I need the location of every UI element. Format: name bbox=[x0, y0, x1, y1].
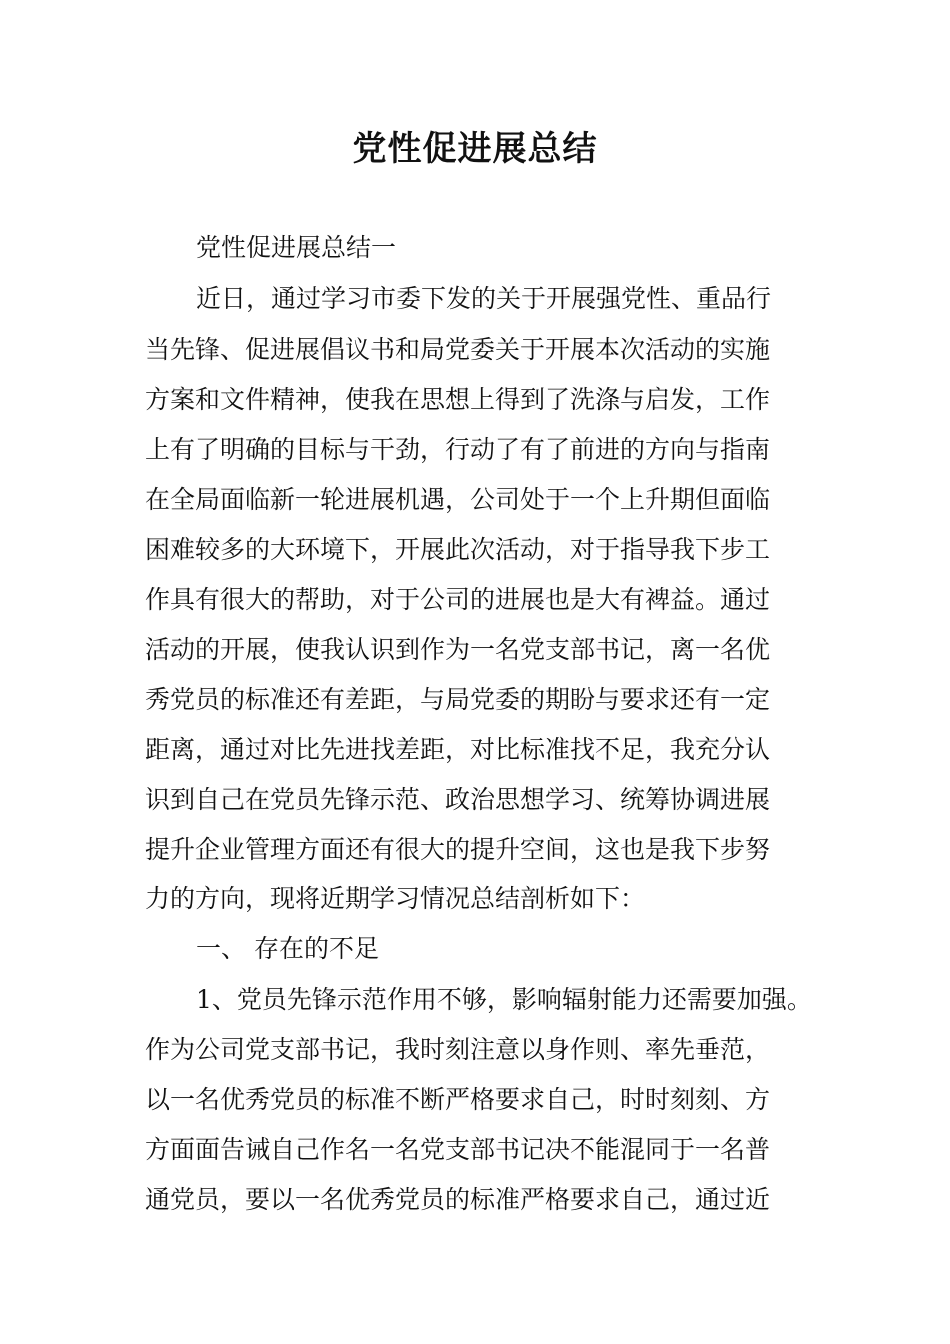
text-line: 当先锋、促进展倡议书和局党委关于开展本次活动的实施 bbox=[145, 335, 771, 364]
text-line: 通党员，要以一名优秀党员的标准严格要求自己，通过近 bbox=[145, 1185, 771, 1214]
section-heading: 党性促进展总结一 bbox=[196, 233, 397, 262]
document-title: 党性促进展总结 bbox=[352, 129, 598, 169]
text-line: 方面面告诫自己作名一名党支部书记决不能混同于一名普 bbox=[145, 1135, 771, 1164]
text-line: 识到自己在党员先锋示范、政治思想学习、统筹协调进展 bbox=[145, 785, 771, 814]
text-line: 以一名优秀党员的标准不断严格要求自己，时时刻刻、方 bbox=[145, 1085, 771, 1114]
text-line: 提升企业管理方面还有很大的提升空间，这也是我下步努 bbox=[145, 835, 771, 864]
text-line: 作为公司党支部书记，我时刻注意以身作则、率先垂范， bbox=[145, 1035, 771, 1064]
text-line: 作具有很大的帮助，对于公司的进展也是大有裨益。通过 bbox=[145, 585, 771, 614]
text-line: 在全局面临新一轮进展机遇，公司处于一个上升期但面临 bbox=[145, 485, 771, 514]
text-line: 1、党员先锋示范作用不够，影响辐射能力还需要加强。 bbox=[196, 985, 812, 1014]
subsection-heading: 一、 存在的不足 bbox=[196, 934, 379, 963]
text-line: 活动的开展，使我认识到作为一名党支部书记，离一名优 bbox=[145, 635, 771, 664]
text-line: 秀党员的标准还有差距，与局党委的期盼与要求还有一定 bbox=[145, 685, 771, 714]
text-line: 方案和文件精神，使我在思想上得到了洗涤与启发，工作 bbox=[145, 385, 771, 414]
text-line: 力的方向，现将近期学习情况总结剖析如下： bbox=[145, 884, 646, 913]
text-line: 近日，通过学习市委下发的关于开展强党性、重品行 bbox=[196, 284, 772, 313]
text-line: 困难较多的大环境下，开展此次活动，对于指导我下步工 bbox=[145, 535, 771, 564]
text-line: 距离，通过对比先进找差距，对比标准找不足，我充分认 bbox=[145, 735, 771, 764]
text-line: 上有了明确的目标与干劲，行动了有了前进的方向与指南 bbox=[145, 435, 771, 464]
